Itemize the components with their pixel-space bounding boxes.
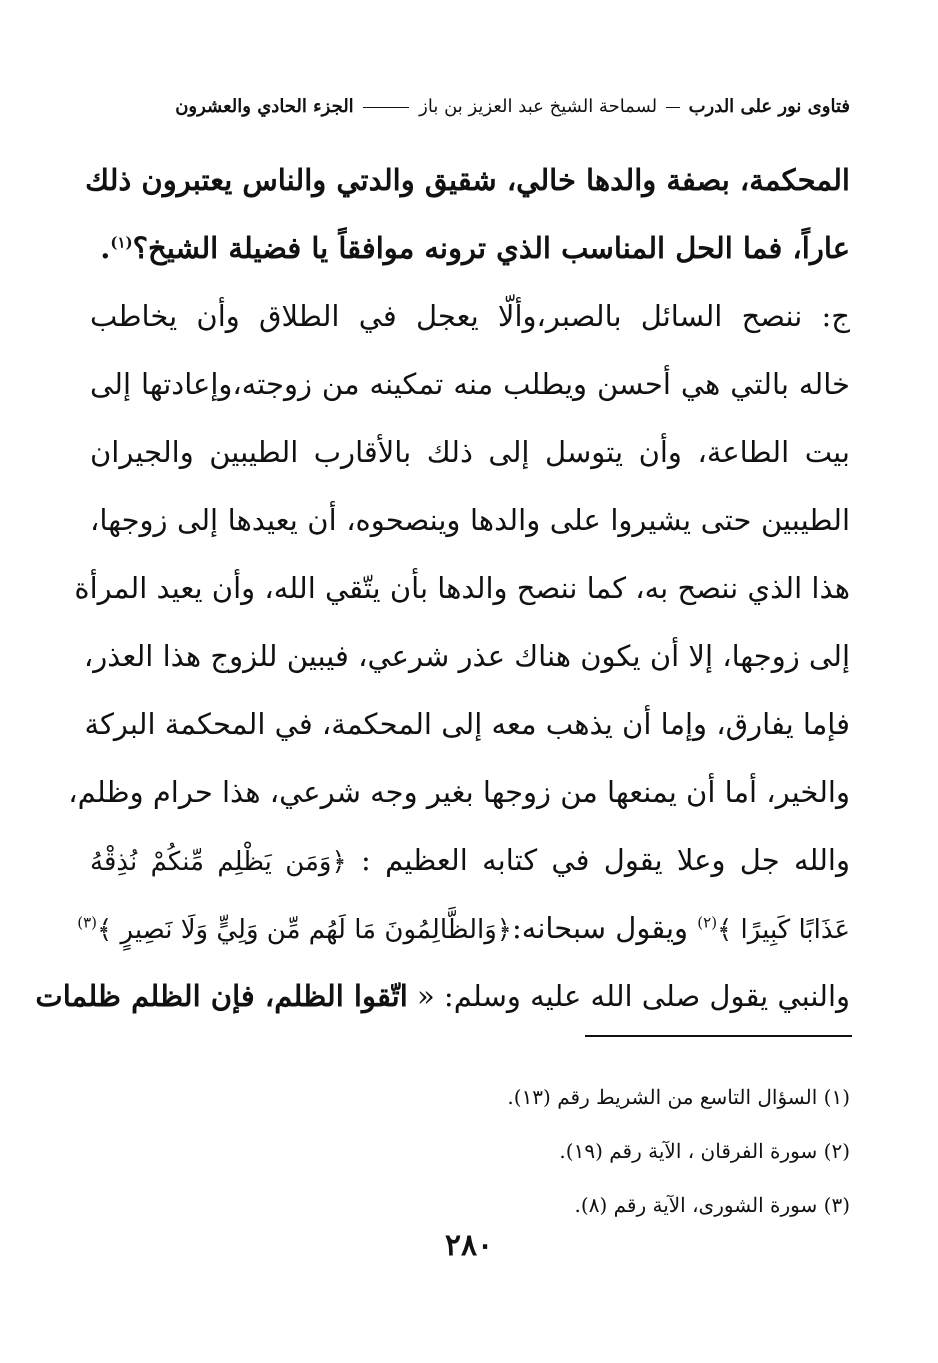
text-line	[35, 962, 850, 1030]
header-separator	[363, 107, 409, 108]
line-text: .	[100, 231, 111, 265]
header-separator	[666, 107, 680, 108]
text-line	[90, 486, 850, 554]
header-author: لسماحة الشيخ عبد العزيز بن باز	[419, 96, 658, 117]
text-line	[90, 282, 850, 350]
header-series-title: فتاوى نور على الدرب	[688, 96, 850, 117]
line-text: خاله بالتي هي أحسن ويطلب منه تمكينه من زوجته،وإعادتها إلى	[90, 367, 850, 401]
hadith-quote: اتّقوا الظلم، فإن الظلم ظلمات	[35, 979, 408, 1013]
text-line	[85, 146, 850, 214]
quran-verse: عَذَابًا كَبِيرًا ﴾	[717, 915, 850, 945]
line-text: عاراً، فما الحل المناسب الذي ترونه موافقاً يا فضيلة الشيخ؟	[132, 231, 850, 265]
running-header	[90, 92, 850, 122]
footnote: (١) السؤال التاسع من الشريط رقم (١٣).	[507, 1085, 850, 1109]
line-text: فإما يفارق، وإما أن يذهب معه إلى المحكمة، في المحكمة البركة	[84, 707, 850, 741]
line-text: هذا الذي ننصح به، كما ننصح والدها بأن يتّقي الله، وأن يعيد المرأة	[74, 571, 850, 605]
footnote-divider	[585, 1035, 852, 1037]
quran-verse: ﴿وَمَن يَظْلِم مِّنكُمْ نُذِقْهُ	[90, 847, 347, 877]
line-text: والخير، أما أن يمنعها من زوجها بغير وجه شرعي، هذا حرام وظلم،	[68, 775, 850, 809]
footnote-marker: (١)	[110, 233, 133, 252]
text-line	[74, 554, 850, 622]
footnote-marker: (٣)	[77, 913, 97, 932]
footnotes	[90, 1070, 850, 1232]
text-line	[68, 758, 850, 826]
footnote: (٢) سورة الفرقان ، الآية رقم (١٩).	[559, 1139, 850, 1163]
line-text: ج: ننصح السائل بالصبر،وألّا يعجل في الطلاق وأن يخاطب	[90, 299, 850, 333]
quran-verse: ﴿وَالظَّالِمُونَ مَا لَهُم مِّن وَلِيٍّ وَلَا نَصِيرٍ ﴾	[96, 915, 513, 945]
line-text: بيت الطاعة، وأن يتوسل إلى ذلك بالأقارب الطيبين والجيران	[90, 435, 850, 469]
body-text	[35, 146, 850, 1030]
text-line	[77, 894, 850, 962]
text-line	[84, 690, 850, 758]
line-text: إلى زوجها، إلا أن يكون هناك عذر شرعي، فيبين للزوج هذا العذر،	[83, 639, 850, 673]
line-text: والنبي يقول صلى الله عليه وسلم: «	[407, 979, 850, 1013]
line-text: المحكمة، بصفة والدها خالي، شقيق والدتي والناس يعتبرون ذلك	[85, 163, 850, 197]
text-line	[90, 214, 850, 282]
line-text: ويقول سبحانه:	[512, 911, 698, 945]
line-text: والله جل وعلا يقول في كتابه العظيم :	[346, 843, 850, 877]
text-line	[90, 418, 850, 486]
footnote: (٣) سورة الشورى، الآية رقم (٨).	[574, 1193, 850, 1217]
page-number: ٢٨٠	[444, 1228, 494, 1263]
text-line	[90, 826, 850, 894]
text-line	[90, 350, 850, 418]
line-text: الطيبين حتى يشيروا على والدها وينصحوه، أن يعيدها إلى زوجها،	[90, 503, 850, 537]
footnote-marker: (٢)	[697, 913, 718, 932]
header-volume: الجزء الحادي والعشرون	[175, 96, 354, 117]
text-line	[83, 622, 850, 690]
